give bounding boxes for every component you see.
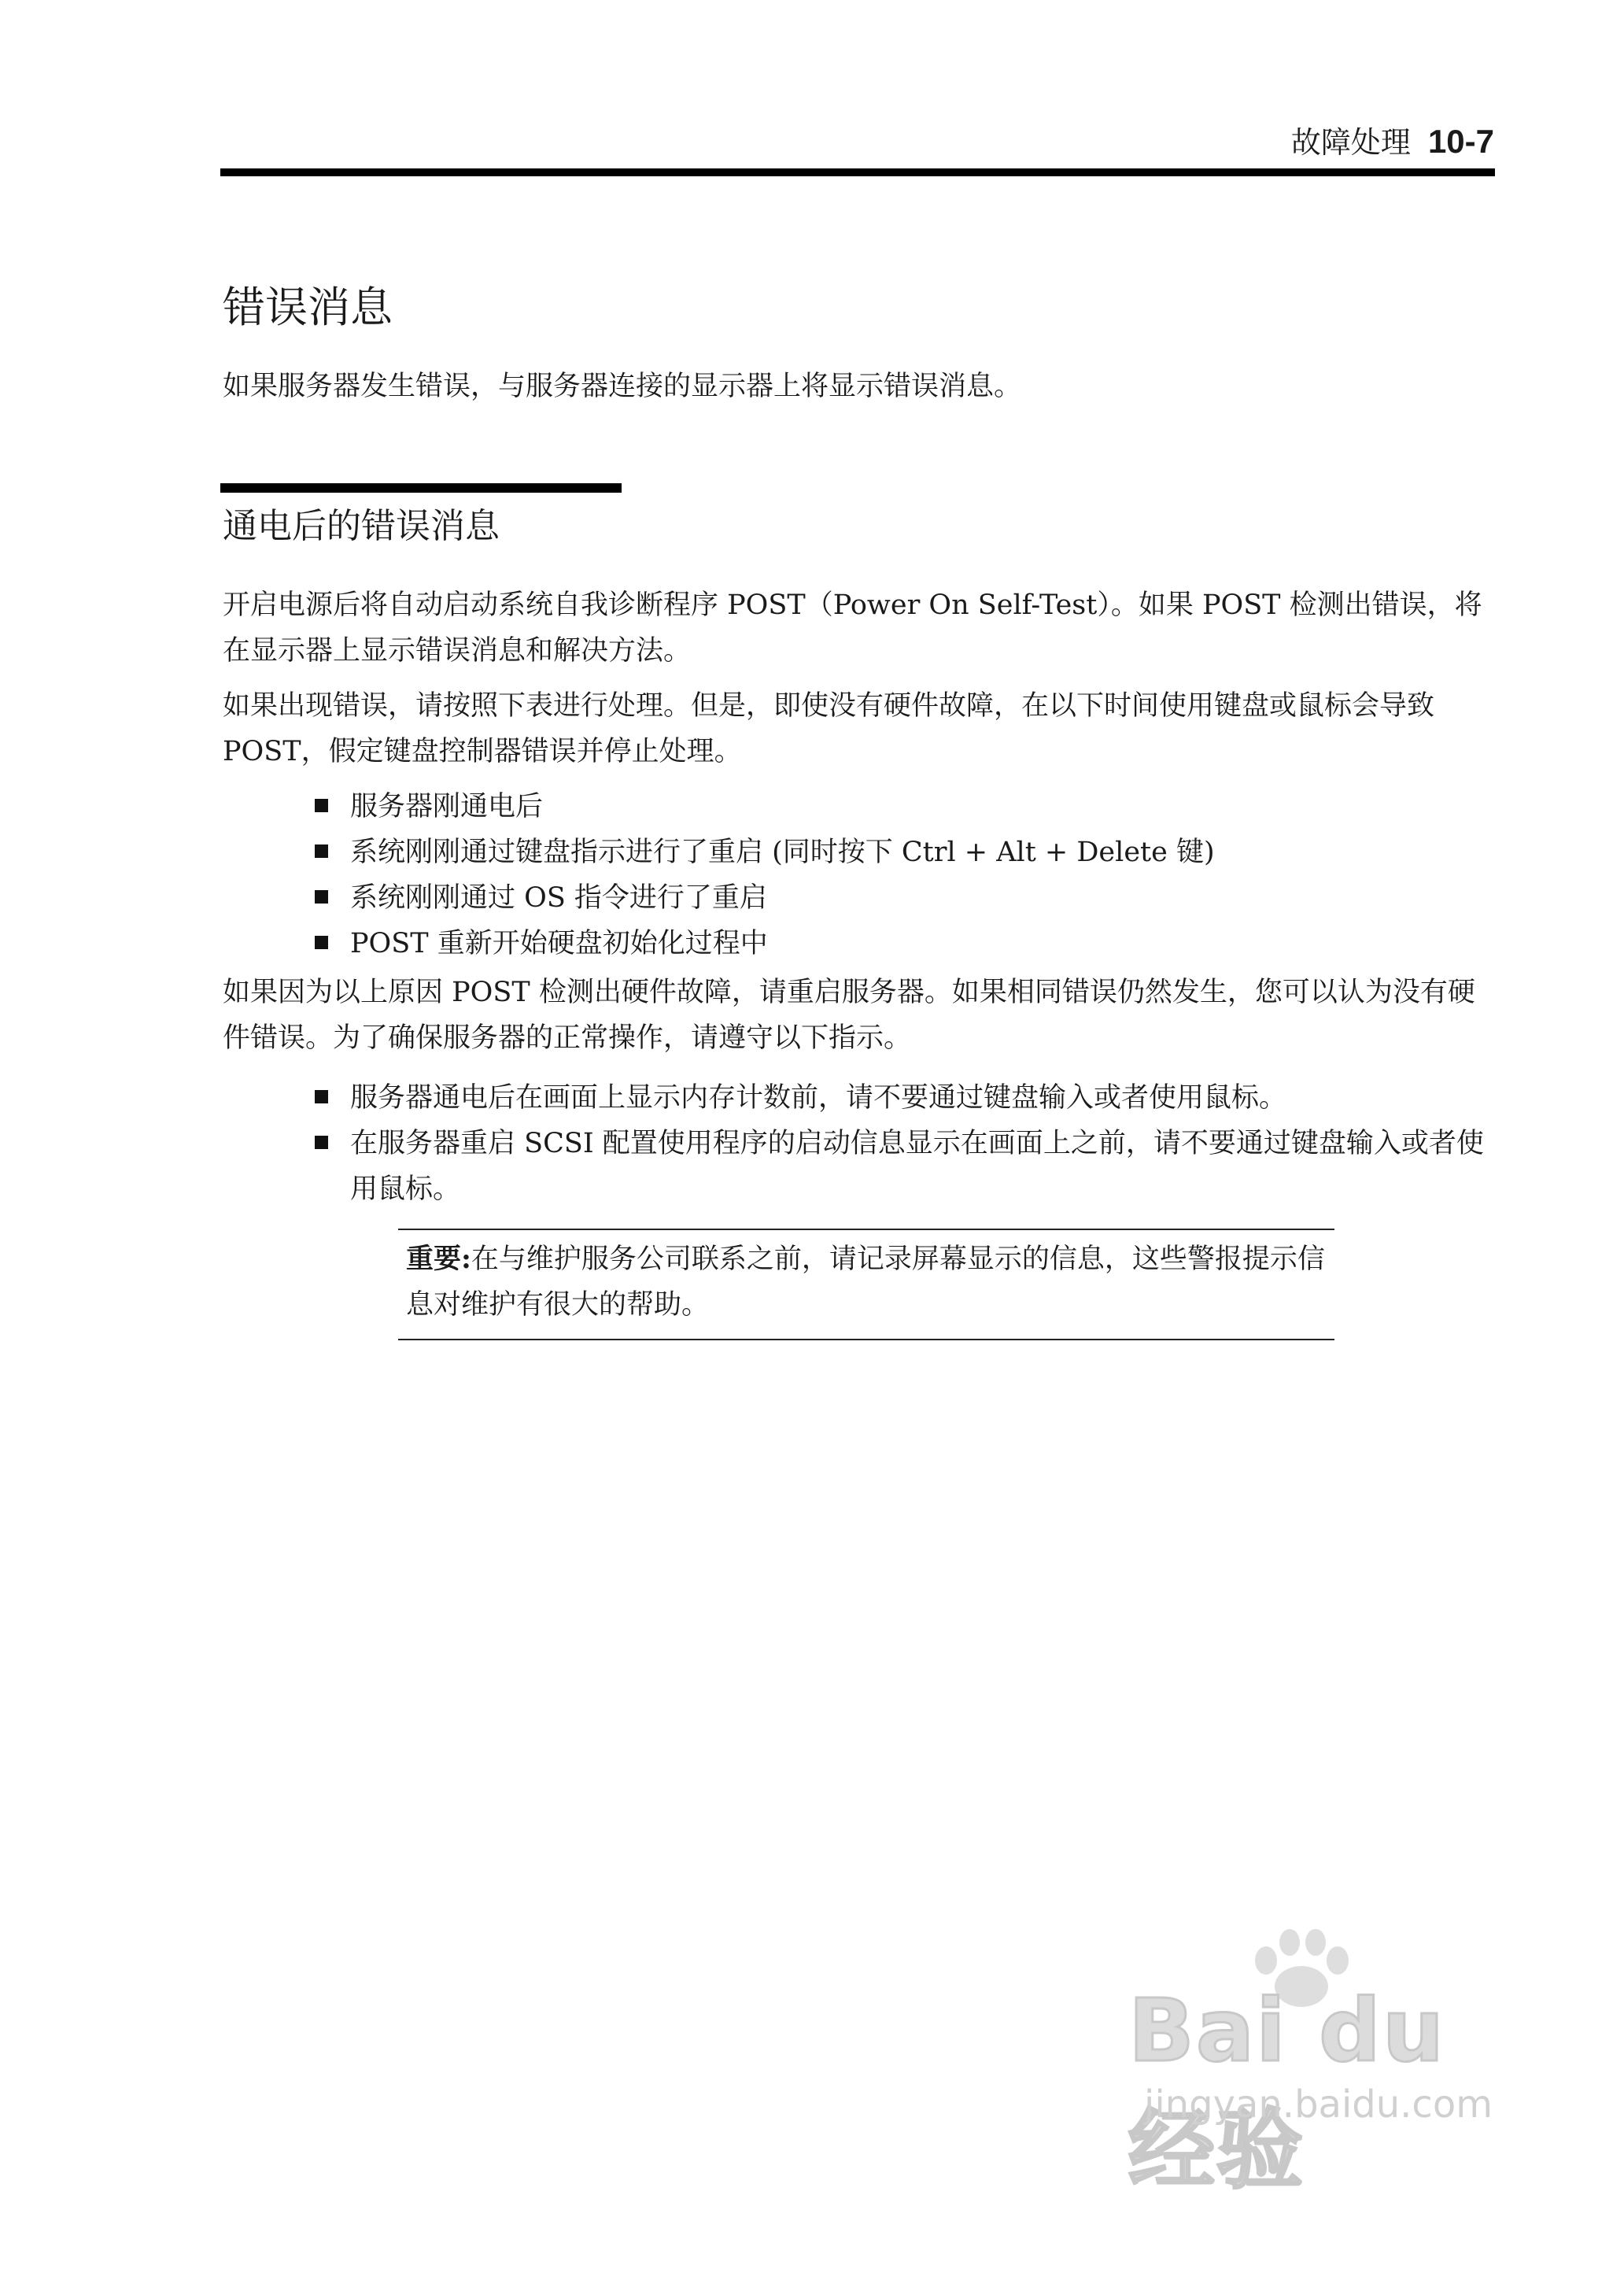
list-item: 服务器刚通电后 — [315, 784, 1503, 830]
bullet-list-timing — [315, 784, 1503, 966]
square-bullet-icon — [315, 799, 328, 812]
watermark-logo-text: Bai du 经验 — [1128, 1980, 1446, 2201]
watermark-url: jingyan.baidu.com — [1144, 2082, 1493, 2127]
section-title: 错误消息 — [223, 283, 393, 332]
list-item: 在服务器重启 SCSI 配置使用程序的启动信息显示在画面上之前，请不要通过键盘输入或者使用鼠标。 — [315, 1121, 1503, 1212]
baidu-watermark — [1128, 1925, 1506, 2201]
note-label: 重要: — [406, 1243, 471, 1275]
square-bullet-icon — [315, 1136, 328, 1149]
note-text: 在与维护服务公司联系之前，请记录屏幕显示的信息，这些警报提示信息对维护有很大的帮助。 — [406, 1244, 1325, 1321]
important-note — [398, 1229, 1334, 1340]
list-item: 系统刚刚通过键盘指示进行了重启 (同时按下 Ctrl + Alt + Delete 键) — [315, 830, 1503, 875]
bullet-list-instructions — [315, 1075, 1503, 1212]
square-bullet-icon — [315, 890, 328, 904]
header-rule — [220, 168, 1495, 176]
page-number: 10-7 — [1427, 123, 1494, 160]
subsection-rule — [220, 483, 622, 493]
list-item: 系统刚刚通过 OS 指令进行了重启 — [315, 875, 1503, 921]
square-bullet-icon — [315, 936, 328, 949]
paragraph-error-handling: 如果出现错误，请按照下表进行处理。但是，即使没有硬件故障，在以下时间使用键盘或鼠标会导致 POST，假定键盘控制器错误并停止处理。 — [223, 690, 1435, 767]
list-item: 服务器通电后在画面上显示内存计数前，请不要通过键盘输入或者使用鼠标。 — [315, 1075, 1503, 1121]
page-header — [1291, 118, 1494, 161]
subsection-title: 通电后的错误消息 — [223, 506, 500, 546]
chapter-title: 故障处理 — [1290, 125, 1411, 160]
paragraph-restart-advice: 如果因为以上原因 POST 检测出硬件故障，请重启服务器。如果相同错误仍然发生，您可以认为没有硬件错误。为了确保服务器的正常操作，请遵守以下指示。 — [223, 977, 1475, 1054]
list-item: POST 重新开始硬盘初始化过程中 — [315, 921, 1503, 966]
square-bullet-icon — [315, 1090, 328, 1103]
paragraph-post-intro: 开启电源后将自动启动系统自我诊断程序 POST（Power On Self-Test）。如果 POST 检测出错误，将在显示器上显示错误消息和解决方法。 — [223, 589, 1482, 667]
section-intro: 如果服务器发生错误，与服务器连接的显示器上将显示错误消息。 — [223, 371, 1022, 402]
square-bullet-icon — [315, 844, 328, 858]
